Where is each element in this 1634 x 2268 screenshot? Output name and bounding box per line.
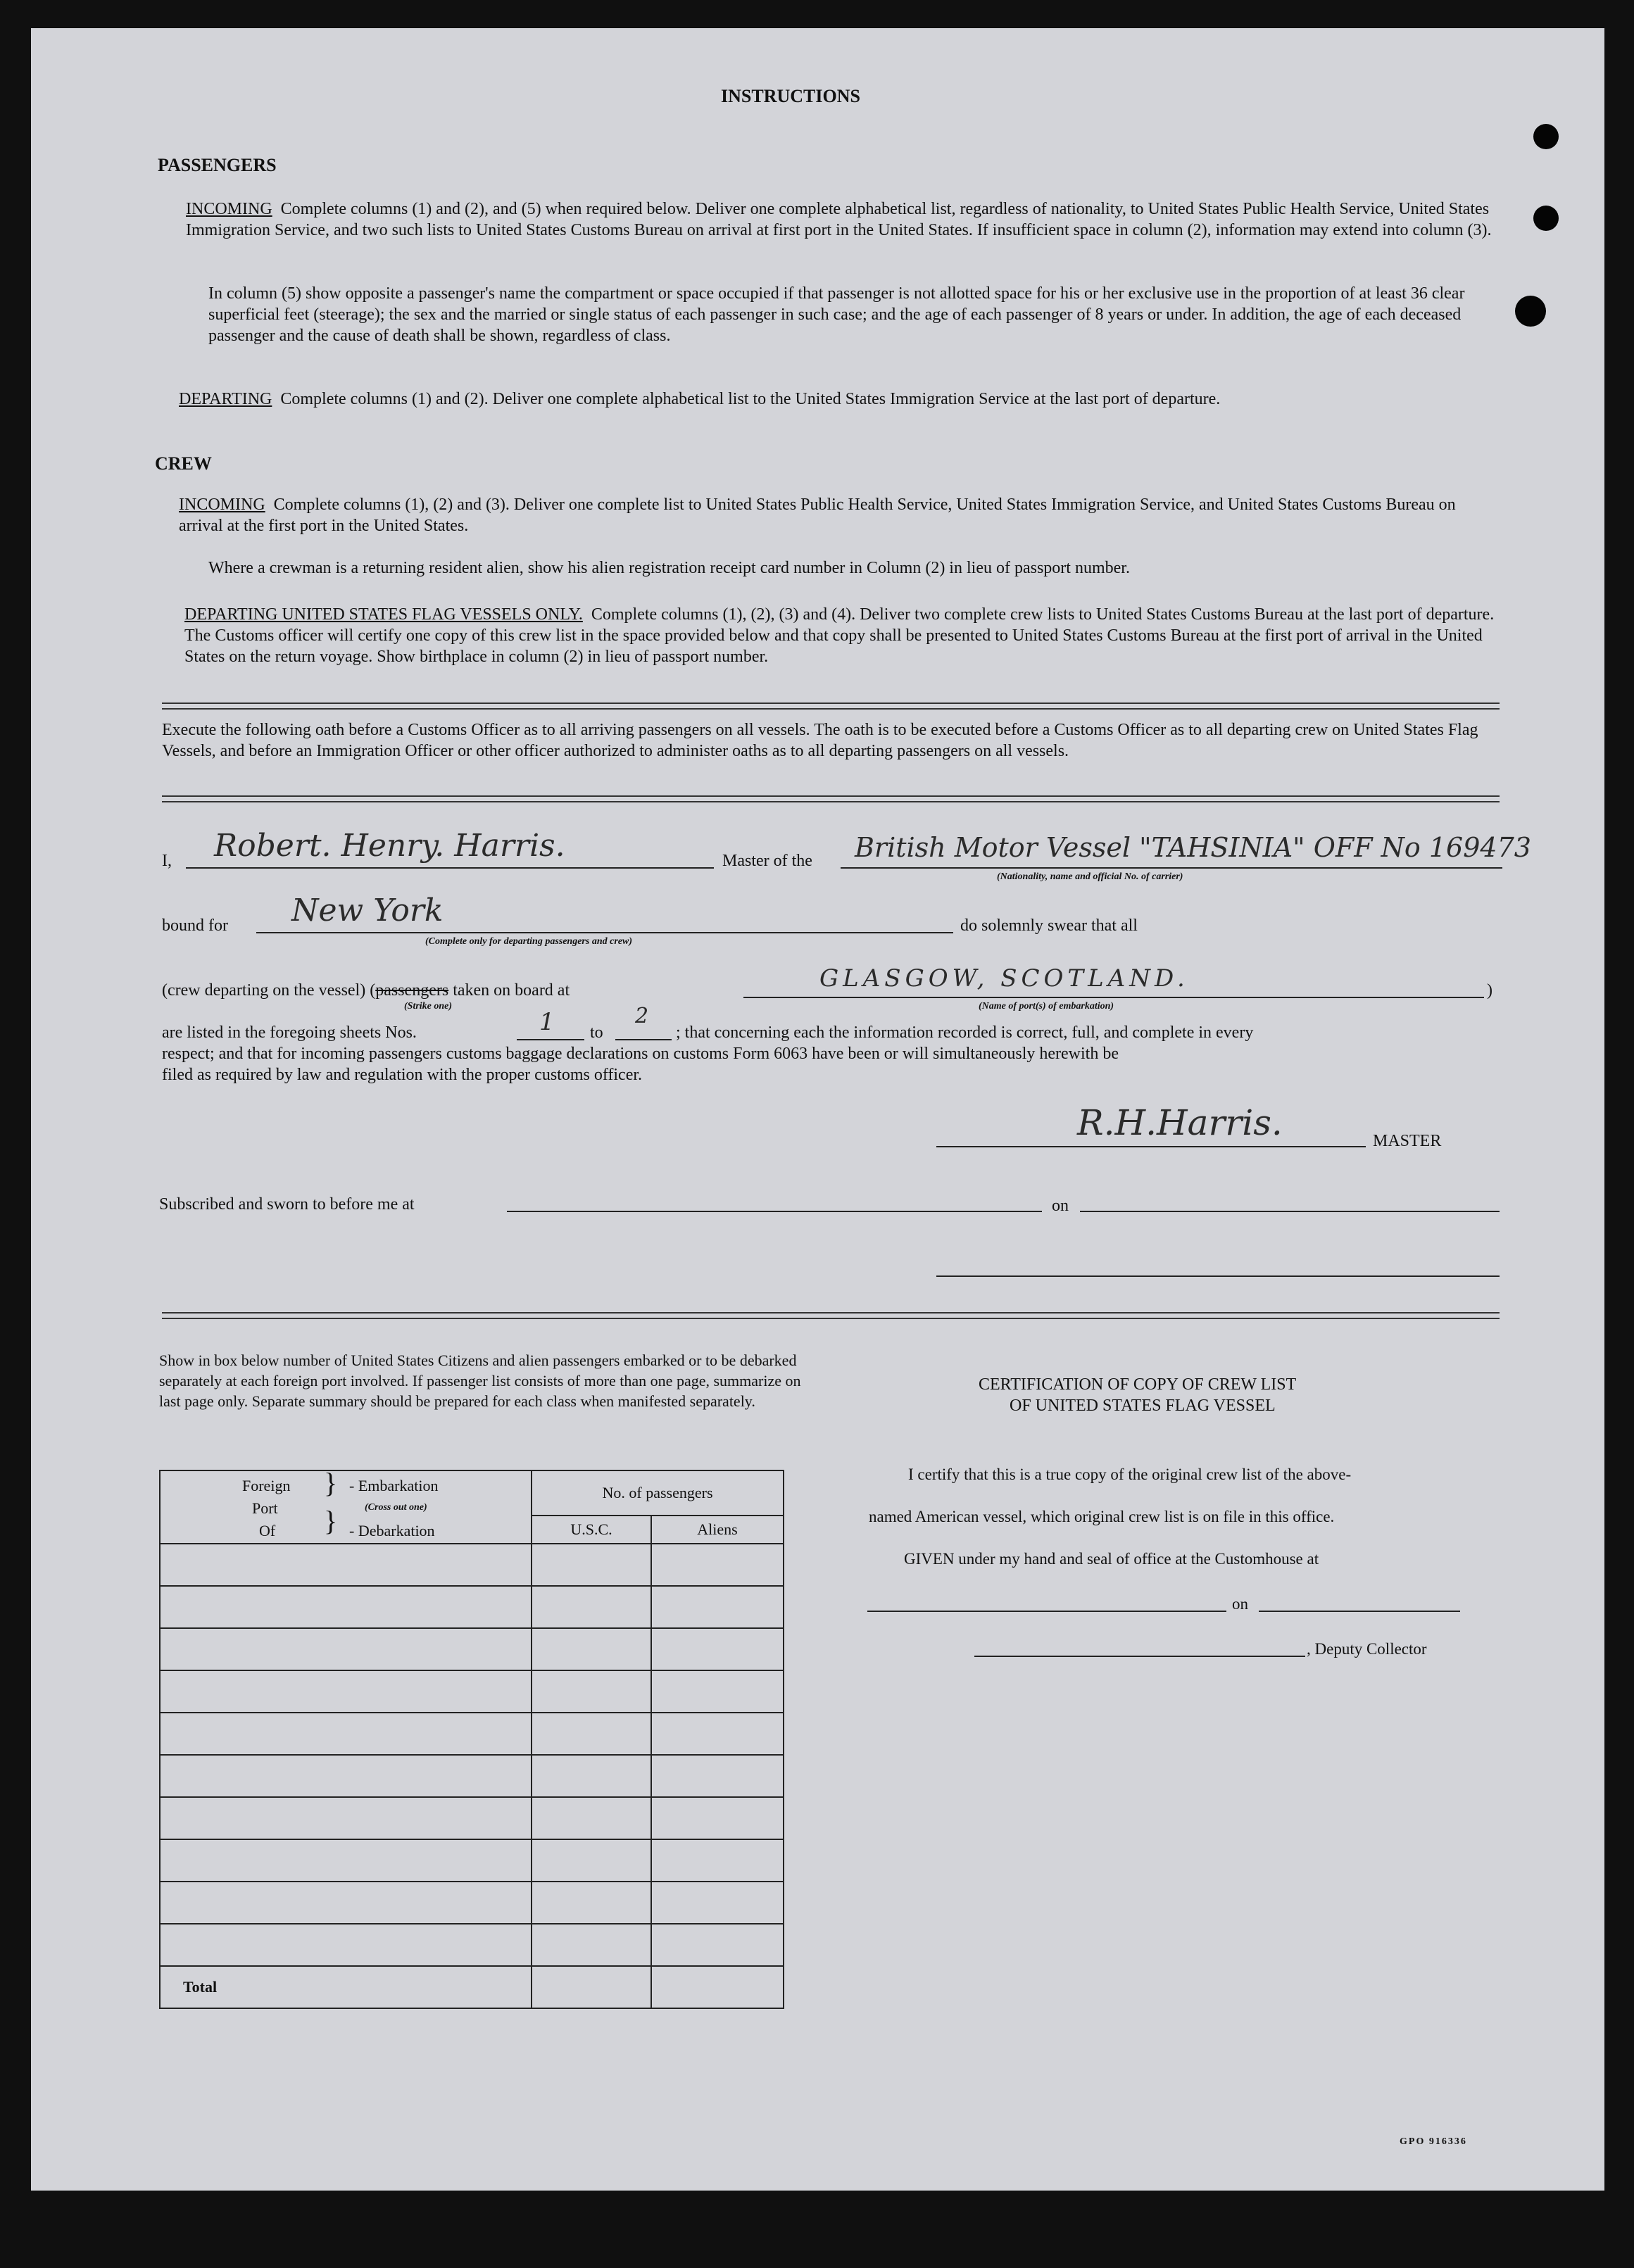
aliens-cell[interactable] [651, 1839, 784, 1882]
customhouse-line [867, 1611, 1226, 1612]
taken-text: taken on board at [453, 981, 570, 1000]
subscribed-on-label: on [1052, 1197, 1069, 1215]
bound-caption: (Complete only for departing passengers and crew) [425, 936, 632, 947]
debarkation-label: - Debarkation [349, 1522, 435, 1539]
sheet-to-handwritten: 2 [635, 1004, 649, 1028]
total-label: Total [160, 1966, 532, 2008]
table-row [160, 1839, 784, 1882]
passengers-incoming-text: Complete columns (1) and (2), and (5) when required below. Deliver one complete alphabetical list, regardless of nationality, to United States Public Health Service, United States Immigration Service, and two such lists to United States Customs Bureau on arrival at first port in the United States. If insufficient space in column (2), information may extend into column (3). [186, 200, 1492, 239]
crew-incoming-label: INCOMING [179, 496, 265, 514]
crew-departing-text: (crew departing on the vessel) ( [162, 981, 376, 1000]
certification-title-1: CERTIFICATION OF COPY OF CREW LIST [979, 1375, 1297, 1394]
punch-hole-3 [1515, 296, 1546, 327]
table-row [160, 1713, 784, 1755]
certification-line3: GIVEN under my hand and seal of office at the Customhouse at [904, 1550, 1319, 1568]
table-row [160, 1670, 784, 1713]
table-row [160, 1544, 784, 1586]
embark-caption: (Name of port(s) of embarkation) [979, 1001, 1114, 1012]
destination-handwritten: New York [291, 893, 444, 928]
aliens-cell[interactable] [651, 1882, 784, 1924]
usc-cell[interactable] [532, 1628, 651, 1670]
sheet-from-line [517, 1039, 584, 1040]
document-page [31, 28, 1604, 2191]
footer-code: GPO 916336 [1400, 2136, 1467, 2147]
col-of-label: Of [259, 1522, 276, 1539]
crew-departing-paragraph [184, 604, 1495, 667]
crew-incoming-paragraph [179, 494, 1495, 536]
certification-line2: named American vessel, which original crew list is on file in this office. [869, 1508, 1335, 1525]
punch-hole-1 [1533, 124, 1559, 149]
port-cell[interactable] [160, 1628, 532, 1670]
certification-on-label: on [1232, 1595, 1248, 1613]
oath-i-label: I, [162, 852, 172, 870]
passengers-departing-paragraph [179, 389, 1495, 410]
aliens-cell[interactable] [651, 1628, 784, 1670]
usc-cell[interactable] [532, 1924, 651, 1966]
table-row [160, 1586, 784, 1628]
embark-port-handwritten: GLASGOW, SCOTLAND. [819, 964, 1189, 993]
total-row [160, 1966, 784, 2008]
page-title: INSTRUCTIONS [721, 86, 860, 106]
port-cell[interactable] [160, 1670, 532, 1713]
col-port-label: Port [252, 1499, 278, 1517]
certification-date-line [1259, 1611, 1460, 1612]
sheet-to-line [615, 1039, 672, 1040]
close-paren: ) [1487, 981, 1492, 1000]
vessel-line [841, 867, 1502, 869]
crew-departing-line [162, 980, 570, 1001]
usc-cell[interactable] [532, 1882, 651, 1924]
oath-intro-paragraph: Execute the following oath before a Customs Officer as to all arriving passengers on all vessels. The oath is to be executed before a Customs Officer as to all departing crew on United States Flag Vessels, and before an Immigration Officer or other officer authorized to administer oaths as to all departing passengers on all vessels. [162, 721, 1478, 760]
aliens-cell[interactable] [651, 1755, 784, 1797]
sheet-from-handwritten: 1 [539, 1008, 555, 1036]
table-row [160, 1924, 784, 1966]
aliens-cell[interactable] [651, 1544, 784, 1586]
crew-heading: CREW [155, 453, 212, 474]
summary-instructions: Show in box below number of United States Citizens and alien passengers embarked or to be debarked separately at each foreign port involved. If passenger list consists of more than one page, summarize on last page only. Separate summary should be prepared for each class when manifested separately. [159, 1352, 801, 1410]
table-row [160, 1882, 784, 1924]
divider-1 [162, 703, 1500, 710]
vessel-handwritten: British Motor Vessel "TAHSINIA" OFF No 169473 [855, 832, 1531, 863]
table-row [160, 1797, 784, 1839]
swear-text: do solemnly swear that all [960, 916, 1138, 935]
column5-paragraph: In column (5) show opposite a passenger's name the compartment or space occupied if that passenger is not allotted space for his or her exclusive use in the proportion of at least 36 clear superficial feet (steerage); the sex and the married or single status of each passenger in such case; and the age of each passenger of 8 years or under. In addition, the age of each deceased passenger and the cause of death shall be shown, regardless of class. [208, 284, 1465, 345]
subscribed-place-line [507, 1211, 1042, 1212]
port-cell[interactable] [160, 1839, 532, 1882]
divider-3 [162, 1312, 1500, 1319]
aliens-cell[interactable] [651, 1586, 784, 1628]
port-cell[interactable] [160, 1882, 532, 1924]
signature-handwritten: R.H.Harris. [1077, 1102, 1283, 1143]
brace-top: } [324, 1467, 338, 1499]
listed-line2: respect; and that for incoming passengers customs baggage declarations on customs Form 6063 have been or will simultaneously herewith be [162, 1045, 1119, 1063]
certification-line1: I certify that this is a true copy of the original crew list of the above- [908, 1466, 1352, 1483]
master-label: MASTER [1373, 1132, 1442, 1150]
aliens-header: Aliens [651, 1516, 784, 1544]
port-cell[interactable] [160, 1713, 532, 1755]
cross-out-caption: (Cross out one) [365, 1502, 427, 1513]
usc-header: U.S.C. [532, 1516, 651, 1544]
passenger-summary-table [159, 1467, 784, 2009]
passengers-heading: PASSENGERS [158, 155, 277, 175]
crew-departing-text: Complete columns (1), (2), (3) and (4). Deliver two complete crew lists to United States Customs Bureau at the last port of departure. The Customs officer will certify one copy of this crew list in the space provided below and that copy shall be presented to United States Customs Bureau at the first port of arrival in the United States on the return voyage. Show birthplace in column (2) in lieu of passport number. [184, 605, 1495, 666]
destination-line [256, 932, 953, 933]
listed-line3: filed as required by law and regulation with the proper customs officer. [162, 1066, 643, 1084]
aliens-cell[interactable] [651, 1924, 784, 1966]
crew-departing-label: DEPARTING UNITED STATES FLAG VESSELS ONLY. [184, 605, 583, 624]
usc-cell[interactable] [532, 1670, 651, 1713]
deputy-collector-line [974, 1656, 1305, 1657]
crew-incoming-text: Complete columns (1), (2) and (3). Deliver one complete list to United States Public Health Service, United States Immigration Service, and United States Customs Bureau on arrival at the first port in the United States. [179, 496, 1456, 535]
aliens-cell[interactable] [651, 1670, 784, 1713]
vessel-caption: (Nationality, name and official No. of carrier) [997, 871, 1183, 882]
listed-label: are listed in the foregoing sheets Nos. [162, 1023, 417, 1042]
col-foreign-label: Foreign [242, 1477, 291, 1494]
officer-signature-line [936, 1275, 1500, 1277]
usc-cell[interactable] [532, 1586, 651, 1628]
punch-hole-2 [1533, 206, 1559, 231]
usc-cell[interactable] [532, 1544, 651, 1586]
port-cell[interactable] [160, 1586, 532, 1628]
bound-for-label: bound for [162, 916, 228, 935]
passengers-departing-label: DEPARTING [179, 390, 272, 408]
passengers-struck-text: passengers [375, 981, 449, 1000]
listed-rest: ; that concerning each the information recorded is correct, full, and complete in every [676, 1023, 1254, 1042]
port-cell[interactable] [160, 1797, 532, 1839]
aliens-cell[interactable] [651, 1797, 784, 1839]
usc-cell[interactable] [532, 1755, 651, 1797]
deputy-collector-label: , Deputy Collector [1307, 1640, 1427, 1658]
embarkation-label: - Embarkation [349, 1477, 439, 1494]
subscribed-date-line [1080, 1211, 1500, 1212]
passengers-departing-text: Complete columns (1) and (2). Deliver one complete alphabetical list to the United States Immigration Service at the last port of departure. [280, 390, 1221, 408]
embark-port-line [743, 997, 1484, 998]
table-row [160, 1755, 784, 1797]
divider-2 [162, 795, 1500, 802]
total-usc-cell[interactable] [532, 1966, 651, 2008]
port-cell[interactable] [160, 1544, 532, 1586]
aliens-cell[interactable] [651, 1713, 784, 1755]
master-name-handwritten: Robert. Henry. Harris. [214, 828, 565, 864]
foreign-port-header [160, 1467, 532, 1544]
no-passengers-header: No. of passengers [532, 1470, 784, 1516]
total-aliens-cell[interactable] [651, 1966, 784, 2008]
brace-bottom: } [324, 1505, 338, 1537]
certification-title-2: OF UNITED STATES FLAG VESSEL [1010, 1397, 1276, 1415]
port-cell[interactable] [160, 1924, 532, 1966]
master-of-label: Master of the [722, 852, 812, 870]
passengers-incoming-paragraph [186, 199, 1495, 241]
table-row [160, 1628, 784, 1670]
master-name-line [186, 867, 714, 869]
usc-cell[interactable] [532, 1797, 651, 1839]
usc-cell[interactable] [532, 1839, 651, 1882]
port-cell[interactable] [160, 1755, 532, 1797]
crew-resident-paragraph: Where a crewman is a returning resident alien, show his alien registration receipt card number in Column (2) in lieu of passport number. [208, 559, 1130, 577]
passengers-incoming-label: INCOMING [186, 200, 272, 218]
to-label: to [590, 1023, 603, 1042]
signature-line [936, 1146, 1366, 1147]
usc-cell[interactable] [532, 1713, 651, 1755]
strike-caption: (Strike one) [404, 1001, 453, 1012]
subscribed-label: Subscribed and sworn to before me at [159, 1195, 415, 1214]
